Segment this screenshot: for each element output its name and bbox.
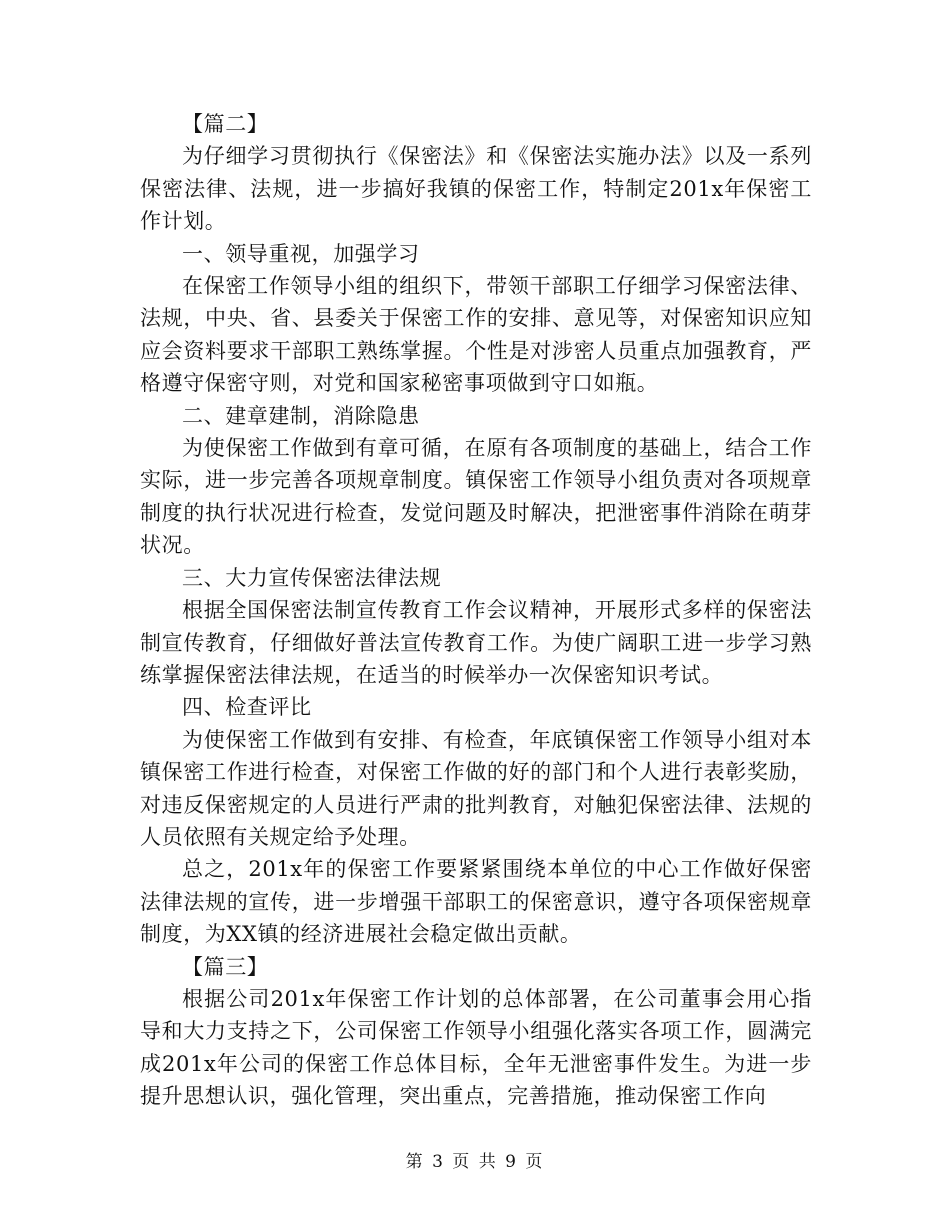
paragraph-inspection: 为使保密工作做到有安排、有检查，年底镇保密工作领导小组对本镇保密工作进行检查，对保密工作做的好的部门和个人进行表彰奖励，对违反保密规定的人员进行严肃的批判教育，对触犯保密法律、法规的人员依照有关规定给予处理。 [140,727,812,849]
section-three-mark: 【篇三】 [182,954,269,979]
heading-inspection: 四、检查评比 [182,695,312,720]
heading-publicity: 三、大力宣传保密法律法规 [182,565,442,590]
paragraph-regulations: 为使保密工作做到有章可循，在原有各项制度的基础上，结合工作实际，进一步完善各项规章制度。镇保密工作领导小组负责对各项规章制度的执行状况进行检查，发觉问题及时解决，把泄密事件消除在萌芽状况。 [140,436,812,558]
paragraph-company-plan: 根据公司201x年保密工作计划的总体部署，在公司董事会用心指导和大力支持之下，公司保密工作领导小组强化落实各项工作，圆满完成201x年公司的保密工作总体目标，全年无泄密事件发生。为进一步提升思想认识，强化管理，突出重点，完善措施，推动保密工作向 [140,986,812,1109]
page-number-label: 第 3 页 共 9 页 [405,1152,545,1172]
section-two-mark: 【篇二】 [182,112,269,136]
paragraph-publicity: 根据全国保密法制宣传教育工作会议精神，开展形式多样的保密法制宣传教育，仔细做好普法宣传教育工作。为使广阔职工进一步学习熟练掌握保密法律法规，在适当的时候举办一次保密知识考试。 [140,598,812,687]
paragraph-conclusion: 总之，201x年的保密工作要紧紧围绕本单位的中心工作做好保密法律法规的宣传，进一步增强干部职工的保密意识，遵守各项保密规章制度，为XX镇的经济进展社会稳定做出贡献。 [140,857,812,947]
paragraph-leadership: 在保密工作领导小组的组织下，带领干部职工仔细学习保密法律、法规，中央、省、县委关于保密工作的安排、意见等，对保密知识应知应会资料要求干部职工熟练掌握。个性是对涉密人员重点加强教育，严格遵守保密守则，对党和国家秘密事项做到守口如瓶。 [140,274,812,396]
intro-paragraph: 为仔细学习贯彻执行《保密法》和《保密法实施办法》以及一系列保密法律、法规，进一步搞好我镇的保密工作，特制定201x年保密工作计划。 [140,144,812,234]
page-footer [0,1150,950,1174]
document-body [140,108,812,1113]
heading-regulations: 二、建章建制，消除隐患 [182,403,420,428]
heading-leadership: 一、领导重视，加强学习 [182,241,420,266]
